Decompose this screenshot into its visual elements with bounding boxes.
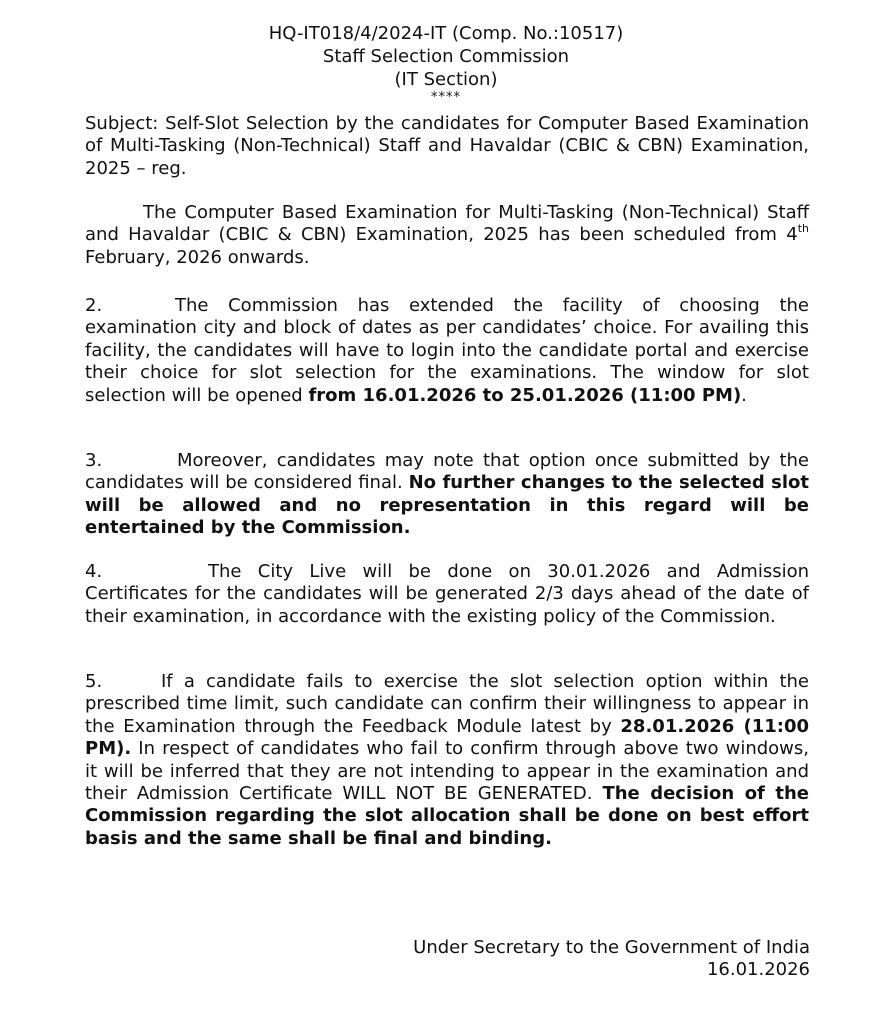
paragraph-3-text: Moreover, candidates may note that option once submitted by the candidates will be considered final. bbox=[85, 450, 809, 494]
paragraph-5-text: If a candidate fails to exercise the slot selection option within the prescribed time limit, such candidate can confirm their willingness to appear in the Examination through the Feedback Module latest by bbox=[85, 671, 809, 737]
final-decision-notice: The decision of the Commission regarding the slot allocation shall be done on best effort basis and the same shall be final and binding. bbox=[85, 783, 809, 849]
subject-line: Subject: Self-Slot Selection by the candidates for Computer Based Examination of Multi-Tasking (Non-Technical) Staff and Havaldar (CBIC & CBN) Examination, 2025 – reg. bbox=[85, 113, 809, 179]
separator-stars: **** bbox=[431, 90, 461, 105]
paragraph-number: 4. bbox=[85, 561, 103, 582]
reference-number: HQ-IT018/4/2024-IT (Comp. No.:10517) bbox=[268, 23, 624, 44]
paragraph-number: 3. bbox=[85, 450, 103, 471]
feedback-deadline: 28.01.2026 (11:00 PM). bbox=[85, 715, 809, 760]
paragraph-1-text: The Computer Based Examination for Multi-Tasking (Non-Technical) Staff and Havaldar (CBIC & CBN) Examination, 2025 has been scheduled from 4 bbox=[85, 202, 809, 246]
paragraph-1-text-end: February, 2026 onwards. bbox=[85, 246, 310, 268]
paragraph-3 bbox=[85, 450, 809, 540]
signatory-designation: Under Secretary to the Government of India bbox=[413, 937, 810, 958]
paragraph-2: 2. The Commission has extended the facility of choosing the examination city and block of dates as per candidates’ choice. For availing this facility, the candidates will have to login into the candidate portal and exercise their choice for slot selection for the examinations. The window for slot selection will be opened from 16.01.2026 to 25.01.2026 (11:00 PM). bbox=[85, 295, 809, 406]
date-ordinal-suffix: th bbox=[797, 222, 809, 236]
organisation-name: Staff Selection Commission bbox=[322, 46, 570, 67]
paragraph-4 bbox=[85, 561, 809, 628]
paragraph-1 bbox=[85, 202, 809, 269]
paragraph-4-text: The City Live will be done on 30.01.2026 and Admission Certificates for the candidates will be generated 2/3 days ahead of the date of their examination, in accordance with the existing policy of the Commission. bbox=[85, 561, 809, 627]
paragraph-5 bbox=[85, 671, 809, 850]
paragraph-5-text-middle: In respect of candidates who fail to confirm through above two windows, it will be inferred that they are not intending to appear in the examination and their Admission Certificate WILL NOT BE GENERATED. bbox=[85, 738, 809, 805]
section-name: (IT Section) bbox=[394, 69, 498, 90]
signature-block bbox=[413, 937, 810, 981]
paragraph-number: 2. bbox=[85, 295, 103, 316]
letter-header bbox=[0, 22, 881, 104]
slot-window-dates: from 16.01.2026 to 25.01.2026 (11:00 PM) bbox=[308, 384, 742, 406]
issue-date: 16.01.2026 bbox=[706, 959, 810, 980]
paragraph-number: 5. bbox=[85, 671, 103, 692]
no-changes-notice: No further changes to the selected slot will be allowed and no representation in this regard will be entertained by the Commission. bbox=[85, 472, 809, 539]
paragraph-2-text: The Commission has extended the facility of choosing the examination city and block of dates as per candidates’ choice. For availing this facility, the candidates will have to login into the candidate portal and exercise their choice for slot selection for the examinations. The window for slot selection will be opened bbox=[85, 295, 809, 406]
